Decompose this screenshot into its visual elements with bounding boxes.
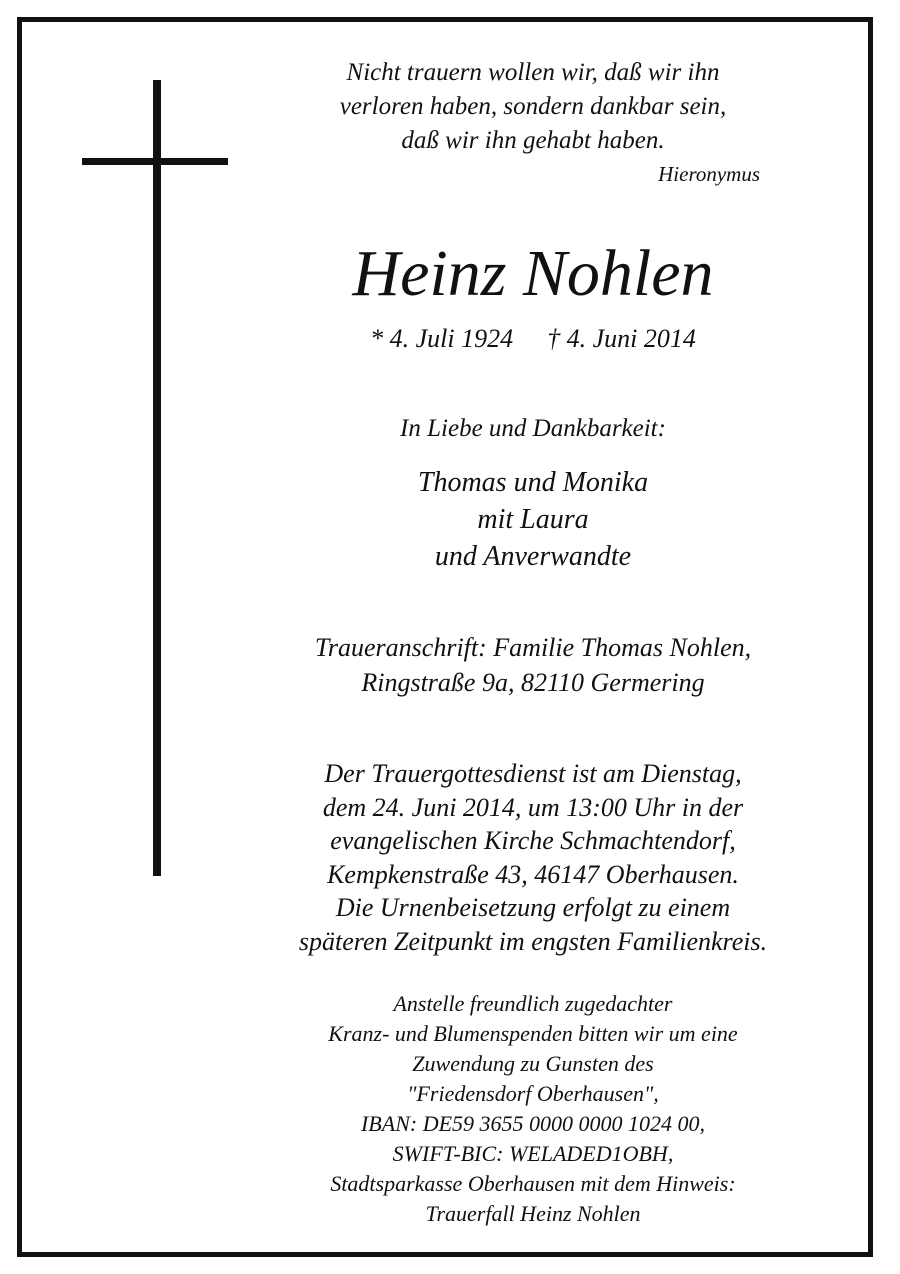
- service-line: Die Urnenbeisetzung erfolgt zu einem: [335, 893, 731, 922]
- quote-author: Hieronymus: [658, 162, 760, 186]
- service-line: Der Trauergottesdienst ist am Dienstag,: [324, 759, 742, 788]
- address-line: Ringstraße 9a, 82110 Germering: [361, 668, 705, 697]
- donation-line: IBAN: DE59 3655 0000 0000 1024 00,: [360, 1111, 706, 1136]
- service-line: dem 24. Juni 2014, um 13:00 Uhr in der: [322, 792, 744, 822]
- quote-block: [268, 56, 798, 158]
- donation-line: Trauerfall Heinz Nohlen: [425, 1201, 641, 1226]
- service-line: evangelischen Kirche Schmachtendorf,: [330, 826, 736, 855]
- mourner-line: mit Laura: [477, 504, 589, 535]
- donation-line: "Friedensdorf Oberhausen",: [407, 1081, 659, 1106]
- quote-line: daß wir ihn gehabt haben.: [401, 127, 665, 154]
- life-dates: [268, 322, 798, 356]
- mourners-intro: In Liebe und Dankbarkeit:: [400, 415, 666, 442]
- donation-line: Anstelle freundlich zugedachter: [393, 991, 673, 1016]
- cross-horizontal-bar: [82, 158, 228, 165]
- quote-line: Nicht trauern wollen wir, daß wir ihn: [346, 59, 720, 86]
- mourner-line: und Anverwandte: [434, 541, 632, 572]
- cross-vertical-bar: [153, 80, 161, 876]
- mourning-address: [268, 630, 798, 700]
- donation-line: Stadtsparkasse Oberhausen mit dem Hinweis:: [330, 1171, 736, 1196]
- donation-line: SWIFT-BIC: WELADED1OBH,: [392, 1141, 674, 1166]
- service-line: späteren Zeitpunkt im engsten Familienkreis.: [298, 926, 768, 956]
- deceased-name: Heinz Nohlen: [352, 237, 714, 310]
- mourner-line: Thomas und Monika: [417, 467, 649, 498]
- mourners-list: [268, 464, 798, 575]
- service-line: Kempkenstraße 43, 46147 Oberhausen.: [327, 859, 739, 889]
- donation-line: Zuwendung zu Gunsten des: [412, 1051, 654, 1076]
- donation-line: Kranz- und Blumenspenden bitten wir um eine: [328, 1021, 738, 1046]
- service-info: [268, 757, 798, 958]
- death-date: † 4. Juni 2014: [547, 324, 696, 353]
- birth-date: * 4. Juli 1924: [370, 324, 514, 353]
- address-line: Traueranschrift: Familie Thomas Nohlen,: [314, 633, 752, 662]
- donation-info: [268, 989, 798, 1229]
- quote-line: verloren haben, sondern dankbar sein,: [339, 93, 727, 120]
